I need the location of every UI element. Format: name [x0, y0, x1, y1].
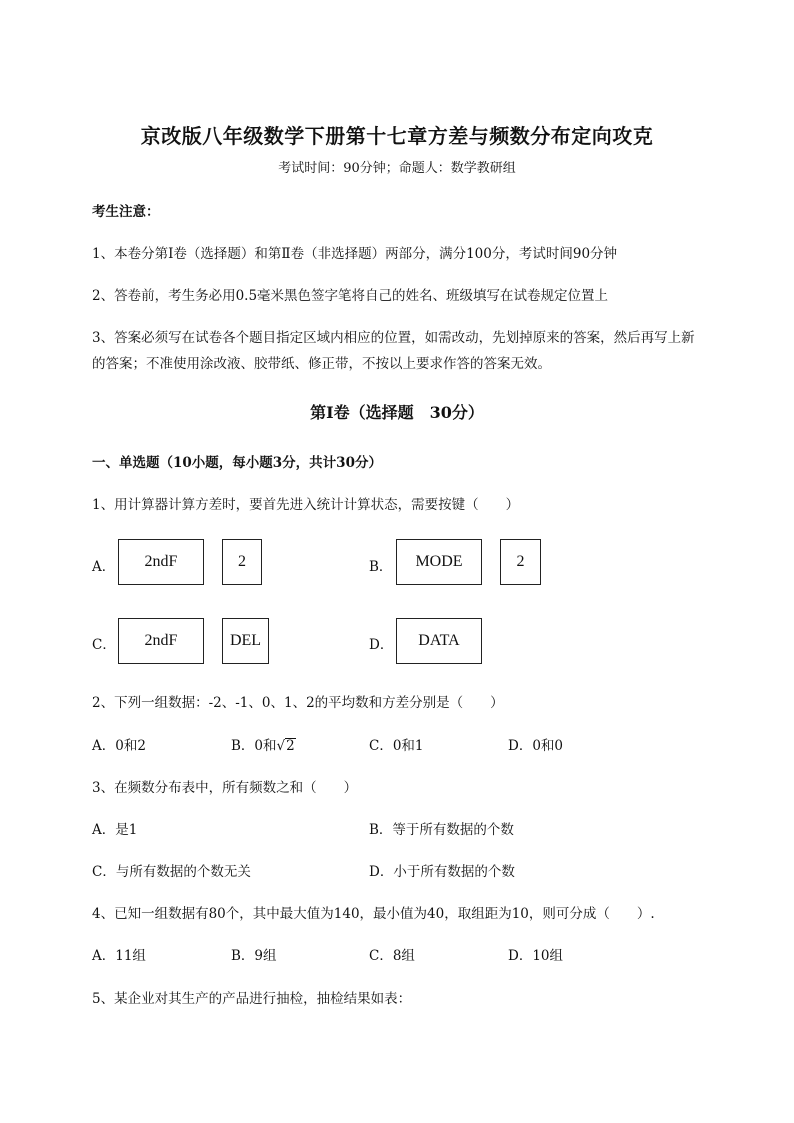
part-heading: 一、单选题（10小题，每小题3分，共计30分）: [92, 455, 382, 471]
q1-option-d-label: D．: [369, 637, 394, 653]
q1-a-key-2ndf: 2ndF: [118, 539, 204, 585]
q3-option-c: C．与所有数据的个数无关: [92, 864, 251, 880]
q1-c-key-del: DEL: [222, 618, 269, 664]
q1-b-key-2: 2: [500, 539, 541, 585]
notice-item-1: 1、本卷分第I卷（选择题）和第Ⅱ卷（非选择题）两部分，满分100分，考试时间90分钟: [92, 246, 618, 262]
question-2-stem: 2、下列一组数据：-2、-1、0、1、2的平均数和方差分别是（ ）: [92, 695, 504, 711]
question-3-stem: 3、在频数分布表中，所有频数之和（ ）: [92, 780, 358, 796]
q2-option-c: C．0和1: [369, 738, 424, 754]
notice-item-3-continued: 的答案；不准使用涂改液、胶带纸、修正带，不按以上要求作答的答案无效。: [92, 356, 551, 372]
notice-item-3: 3、答案必须写在试卷各个题目指定区域内相应的位置，如需改动，先划掉原来的答案，然后再写上新: [92, 330, 695, 346]
q4-option-b: B．9组: [231, 948, 277, 964]
question-1-stem: 1、用计算器计算方差时，要首先进入统计计算状态，需要按键（ ）: [92, 497, 520, 513]
question-4-stem: 4、已知一组数据有80个，其中最大值为140，最小值为40，取组距为10，则可分成（ ）.: [92, 906, 655, 922]
q1-option-a-label: A．: [92, 559, 116, 575]
q1-c-key-2ndf: 2ndF: [118, 618, 204, 664]
document-title: 京改版八年级数学下册第十七章方差与频数分布定向攻克: [140, 124, 654, 148]
q2-option-b: [231, 734, 296, 754]
section-title: 第I卷（选择题 30分）: [310, 403, 484, 422]
q4-option-c: C．8组: [369, 948, 415, 964]
q3-option-a: A．是1: [92, 822, 138, 838]
q2-option-b-radicand: 2: [286, 738, 295, 754]
q2-option-b-text: B．0和: [231, 738, 277, 754]
notice-item-2: 2、答卷前，考生务必用0.5毫米黑色签字笔将自己的姓名、班级填写在试卷规定位置上: [92, 288, 609, 304]
q3-option-b: B．等于所有数据的个数: [369, 822, 514, 838]
q4-option-a: A．11组: [92, 948, 146, 964]
notice-heading: 考生注意：: [92, 204, 160, 220]
q2-option-a: A．0和2: [92, 738, 146, 754]
q4-option-d: D．10组: [508, 948, 564, 964]
q1-b-key-mode: MODE: [396, 539, 482, 585]
q2-option-d: D．0和0: [508, 738, 564, 754]
question-5-stem: 5、某企业对其生产的产品进行抽检，抽检结果如表：: [92, 991, 412, 1007]
q3-option-d: D．小于所有数据的个数: [369, 864, 515, 880]
q1-a-key-2: 2: [222, 539, 262, 585]
sqrt-symbol: √2: [276, 738, 295, 754]
q1-option-b-label: B．: [369, 559, 393, 575]
q1-option-c-label: C．: [92, 637, 116, 653]
q1-d-key-data: DATA: [396, 618, 482, 664]
exam-info: 考试时间：90分钟；命题人：数学教研组: [278, 161, 516, 176]
